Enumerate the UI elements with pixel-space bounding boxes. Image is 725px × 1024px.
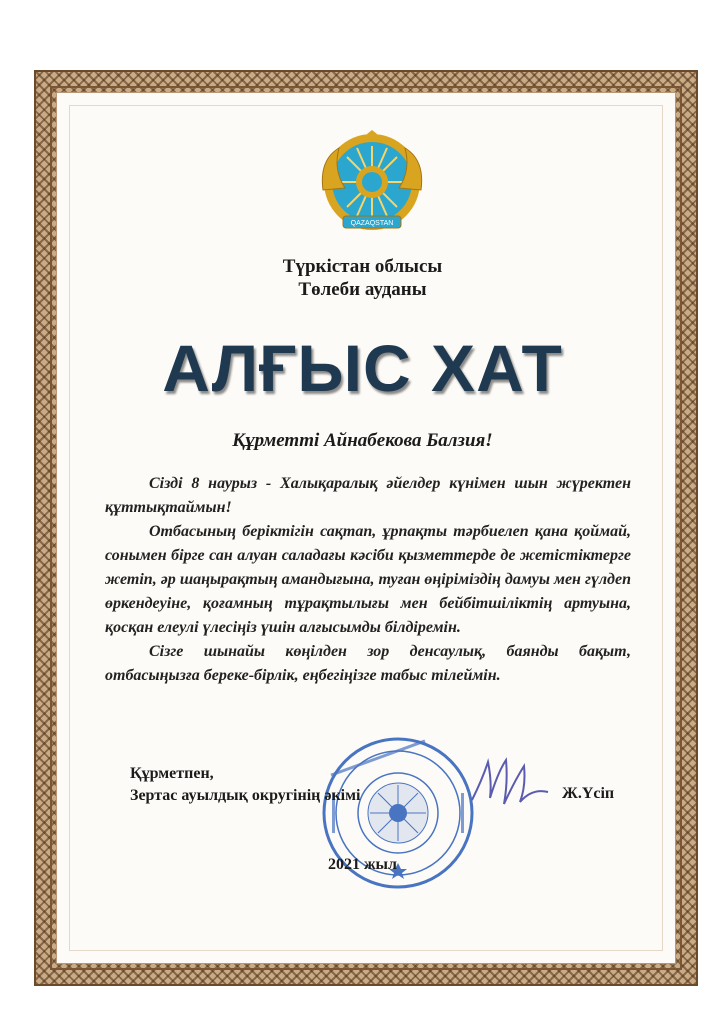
signer-position: Зертас ауылдық округінің әкімі (130, 787, 361, 804)
paragraph-gratitude: Отбасының беріктігін сақтап, ұрпақты тәрбиелеп қана қоймай, сонымен бірге сан алуан саладағы кәсіби қызметтерде де жетістіктерге жетіп, әр шаңырақтың амандығына, туған өңіріміздің дамуы мен гүлдеп өркендеуіне, қоғамның тұрақтылығы мен бейбітшіліктің артуына, қосқан елеулі үлесіңіз үшін алғысымды білдіремін. (105, 523, 631, 636)
document-title: АЛҒЫС ХАТ (162, 331, 563, 405)
region-heading: Түркістан облысы (282, 256, 443, 277)
closing-text: Құрметпен, (130, 765, 214, 782)
district-heading: Төлеби ауданы (298, 279, 427, 300)
handwritten-signature-icon (468, 752, 558, 812)
emblem-label: QAZAQSTAN (350, 220, 394, 227)
greeting: Құрметті Айнабекова Балзия! (232, 430, 493, 451)
letter-body (105, 472, 631, 688)
paragraph-wishes: Сізге шынайы көңілден зор денсаулық, баянды бақыт, отбасыңызға береке-бірлік, еңбегіңізге табыс тілеймін. (105, 643, 631, 684)
paragraph-congratulation: Сізді 8 наурыз - Халықаралық әйелдер күнімен шын жүректен құттықтаймын! (105, 475, 631, 516)
signature-block (130, 763, 360, 807)
state-emblem-icon (317, 130, 427, 235)
document-year: 2021 жыл (327, 856, 398, 873)
signer-name: Ж.Үсіп (562, 785, 615, 802)
